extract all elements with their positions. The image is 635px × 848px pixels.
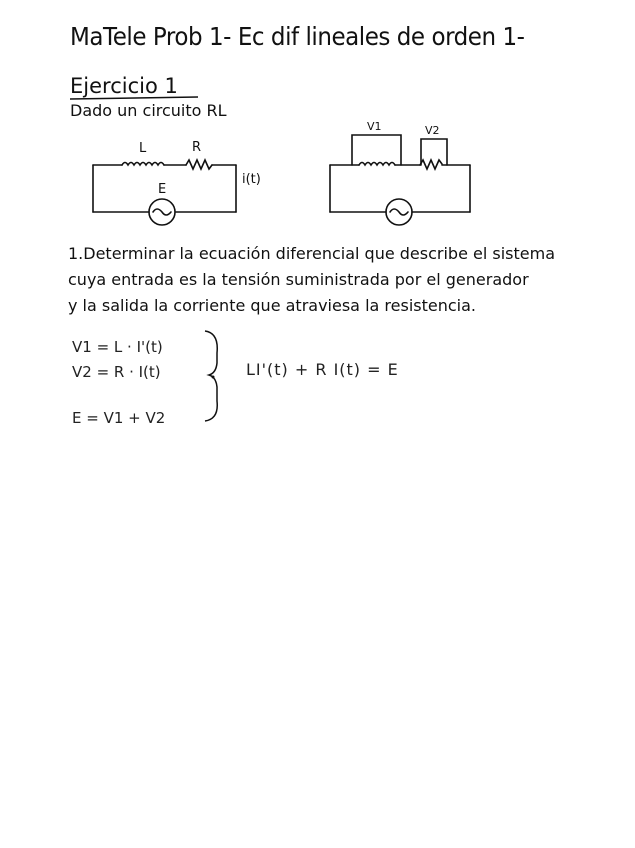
equation-e: E = V1 + V2 xyxy=(72,409,166,427)
label-v1: V1 xyxy=(367,120,382,133)
equations-brace xyxy=(205,331,217,421)
brace-dot xyxy=(212,376,215,379)
resistor-zigzag-right xyxy=(420,160,442,169)
document-title: MaTele Prob 1- Ec dif lineales de orden 1- xyxy=(70,22,525,51)
statement-line-1: 1.Determinar la ecuación diferencial que describe el sistema xyxy=(68,244,555,263)
equation-result: LI'(t) + R I(t) = E xyxy=(246,360,399,379)
label-inductor: L xyxy=(139,141,147,156)
equation-v2: V2 = R · I(t) xyxy=(72,363,161,381)
inductor-coil-right xyxy=(359,163,395,166)
statement-line-2: cuya entrada es la tensión suministrada por el generador xyxy=(68,270,529,289)
label-source: E xyxy=(158,182,167,197)
circuit-right xyxy=(330,135,470,225)
label-resistor: R xyxy=(192,140,202,155)
resistor-zigzag xyxy=(186,160,212,169)
v1-measure-bracket xyxy=(352,135,401,165)
problem-statement xyxy=(68,241,628,319)
exercise-heading-underline xyxy=(70,97,198,99)
statement-line-3: y la salida la corriente que atraviesa la resistencia. xyxy=(68,296,476,315)
exercise-intro: Dado un circuito RL xyxy=(70,101,227,120)
label-v2: V2 xyxy=(425,124,440,137)
label-current: i(t) xyxy=(242,172,261,187)
voltage-source-wave xyxy=(153,209,171,215)
v2-measure-bracket xyxy=(421,139,447,165)
voltage-source-wave-right xyxy=(390,209,408,215)
exercise-heading: Ejercicio 1 xyxy=(70,74,178,98)
equation-v1: V1 = L · I'(t) xyxy=(72,338,163,356)
inductor-coil xyxy=(122,163,164,166)
